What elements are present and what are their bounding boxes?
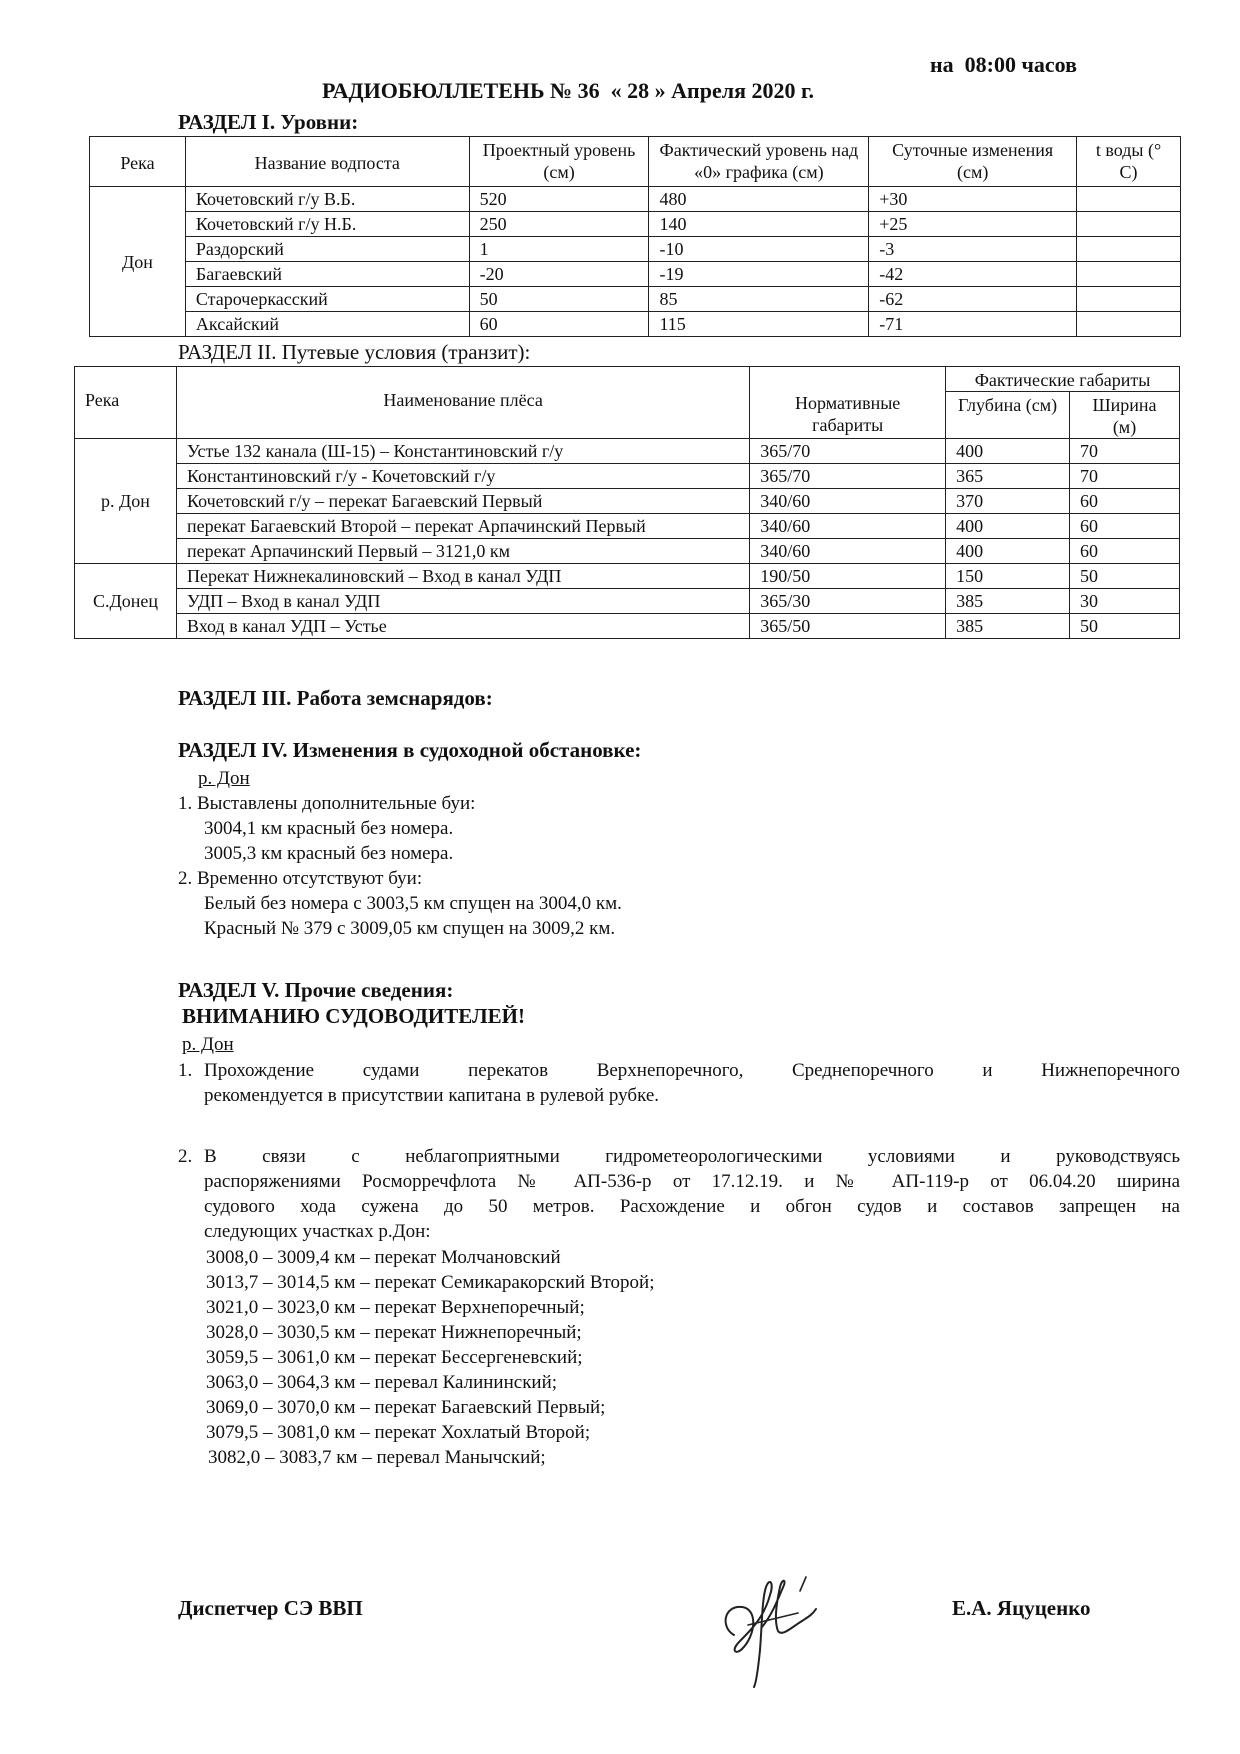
restricted-section: 3028,0 – 3030,5 км – перекат Нижнепоречный; (206, 1322, 582, 1343)
route-header-row (75, 367, 1180, 392)
table-row (75, 464, 1180, 489)
normative-size: 365/30 (750, 589, 946, 614)
table-row (90, 212, 1181, 237)
table-row (90, 237, 1181, 262)
route-river-don: р. Дон (75, 439, 177, 564)
daily-change: -3 (869, 237, 1077, 262)
route-col-depth: Глубина (см) (946, 392, 1070, 439)
restricted-section: 3063,0 – 3064,3 км – перевал Калининский; (206, 1372, 558, 1393)
restricted-section: 3021,0 – 3023,0 км – перекат Верхнепоречный; (206, 1297, 585, 1318)
actual-width: 50 (1070, 614, 1180, 639)
table-row (75, 539, 1180, 564)
levels-river-cell: Дон (90, 187, 186, 337)
restricted-section: 3013,7 – 3014,5 км – перекат Семикаракорский Второй; (206, 1272, 655, 1293)
reach-name: перекат Арпачинский Первый – 3121,0 км (176, 539, 749, 564)
restricted-section: 3059,5 – 3061,0 км – перекат Бессергеневский; (206, 1347, 583, 1368)
table-row (90, 262, 1181, 287)
actual-depth: 400 (946, 539, 1070, 564)
levels-header-row (90, 137, 1181, 187)
station-name: Багаевский (185, 262, 469, 287)
section2-title: РАЗДЕЛ II. Путевые условия (транзит): (178, 340, 531, 364)
project-level: 50 (469, 287, 649, 312)
section5-item2-line3: судового хода сужена до 50 метров. Расхождение и обгон судов и составов запрещен на (204, 1196, 1180, 1217)
section5-item2-line2: распоряжениями Росморречфлота № АП-536-р от 17.12.19. и № АП-119-р от 06.04.20 ширина (204, 1171, 1180, 1192)
actual-level: 115 (649, 312, 869, 337)
actual-width: 50 (1070, 564, 1180, 589)
dispatcher-name: Е.А. Яцуценко (952, 1596, 1091, 1620)
project-level: 520 (469, 187, 649, 212)
reach-name: Константиновский г/у - Кочетовский г/у (176, 464, 749, 489)
restricted-section: 3069,0 – 3070,0 км – перекат Багаевский Первый; (206, 1397, 606, 1418)
normative-size: 365/50 (750, 614, 946, 639)
actual-width: 60 (1070, 539, 1180, 564)
actual-depth: 370 (946, 489, 1070, 514)
levels-col-change: Суточные изменения (см) (869, 137, 1077, 187)
restricted-section: 3008,0 – 3009,4 км – перекат Молчановский (206, 1247, 561, 1268)
levels-col-temp: t воды (° С) (1077, 137, 1181, 187)
section4-item1-line1: 3004,1 км красный без номера. (204, 818, 454, 839)
normative-size: 340/60 (750, 514, 946, 539)
actual-level: 85 (649, 287, 869, 312)
water-temp (1077, 212, 1181, 237)
daily-change: -42 (869, 262, 1077, 287)
section5-item2-number: 2. (178, 1146, 193, 1167)
route-river-donets: С.Донец (75, 564, 177, 639)
actual-level: 140 (649, 212, 869, 237)
daily-change: +30 (869, 187, 1077, 212)
section4-river: р. Дон (198, 768, 250, 789)
section4-item1-label: 1. Выставлены дополнительные буи: (178, 793, 476, 814)
bulletin-time: на 08:00 часов (930, 52, 1078, 77)
daily-change: -71 (869, 312, 1077, 337)
route-conditions-table (74, 366, 1180, 639)
section3-title: РАЗДЕЛ III. Работа земснарядов: (178, 686, 493, 710)
section5-item1-number: 1. (178, 1060, 193, 1081)
actual-level: -10 (649, 237, 869, 262)
route-col-normative: Нормативные габариты (750, 367, 946, 439)
station-name: Раздорский (185, 237, 469, 262)
water-temp (1077, 312, 1181, 337)
signature-icon (712, 1565, 832, 1690)
normative-size: 340/60 (750, 489, 946, 514)
bulletin-title: РАДИОБЮЛЛЕТЕНЬ № 36 « 28 » Апреля 2020 г. (322, 78, 814, 103)
actual-depth: 385 (946, 589, 1070, 614)
restricted-section: 3079,5 – 3081,0 км – перекат Хохлатый Второй; (206, 1422, 591, 1443)
dispatcher-position: Диспетчер СЭ ВВП (178, 1596, 363, 1620)
station-name: Кочетовский г/у В.Б. (185, 187, 469, 212)
reach-name: Вход в канал УДП – Устье (176, 614, 749, 639)
levels-col-actual: Фактический уровень над «0» графика (см) (649, 137, 869, 187)
actual-level: 480 (649, 187, 869, 212)
actual-width: 60 (1070, 489, 1180, 514)
levels-col-project: Проектный уровень (см) (469, 137, 649, 187)
reach-name: УДП – Вход в канал УДП (176, 589, 749, 614)
table-row (75, 439, 1180, 464)
actual-width: 30 (1070, 589, 1180, 614)
actual-width: 60 (1070, 514, 1180, 539)
section1-title: РАЗДЕЛ I. Уровни: (178, 110, 359, 134)
actual-depth: 385 (946, 614, 1070, 639)
actual-level: -19 (649, 262, 869, 287)
actual-depth: 400 (946, 514, 1070, 539)
table-row (90, 312, 1181, 337)
reach-name: Кочетовский г/у – перекат Багаевский Первый (176, 489, 749, 514)
project-level: 250 (469, 212, 649, 237)
section4-item1-line2: 3005,3 км красный без номера. (204, 843, 454, 864)
actual-width: 70 (1070, 464, 1180, 489)
actual-depth: 365 (946, 464, 1070, 489)
normative-size: 340/60 (750, 539, 946, 564)
section5-item1-line2: рекомендуется в присутствии капитана в рулевой рубке. (204, 1085, 660, 1106)
section4-item2-line1: Белый без номера с 3003,5 км спущен на 3004,0 км. (204, 893, 622, 914)
section4-item2-line2: Красный № 379 с 3009,05 км спущен на 3009,2 км. (204, 918, 616, 939)
water-temp (1077, 237, 1181, 262)
reach-name: перекат Багаевский Второй – перекат Арпачинский Первый (176, 514, 749, 539)
levels-col-river: Река (90, 137, 186, 187)
water-temp (1077, 262, 1181, 287)
project-level: 60 (469, 312, 649, 337)
actual-depth: 400 (946, 439, 1070, 464)
section5-river: р. Дон (182, 1034, 234, 1055)
actual-width: 70 (1070, 439, 1180, 464)
section4-title: РАЗДЕЛ IV. Изменения в судоходной обстановке: (178, 738, 642, 762)
normative-size: 365/70 (750, 464, 946, 489)
table-row (90, 287, 1181, 312)
route-col-actual: Фактические габариты (946, 367, 1180, 392)
section5-title: РАЗДЕЛ V. Прочие сведения: (178, 978, 454, 1002)
table-row (75, 564, 1180, 589)
normative-size: 365/70 (750, 439, 946, 464)
section5-item2-line1: В связи с неблагоприятными гидрометеорологическими условиями и руководствуясь (204, 1146, 1180, 1167)
table-row (90, 187, 1181, 212)
section5-item2-line4: следующих участках р.Дон: (204, 1221, 431, 1242)
water-temp (1077, 287, 1181, 312)
station-name: Старочеркасский (185, 287, 469, 312)
route-col-width: Ширина (м) (1070, 392, 1180, 439)
section5-item1-line1: Прохождение судами перекатов Верхнепоречного, Среднепоречного и Нижнепоречного (204, 1060, 1180, 1081)
table-row (75, 514, 1180, 539)
table-row (75, 614, 1180, 639)
actual-depth: 150 (946, 564, 1070, 589)
daily-change: -62 (869, 287, 1077, 312)
table-row (75, 489, 1180, 514)
route-col-river: Река (75, 367, 177, 439)
station-name: Аксайский (185, 312, 469, 337)
station-name: Кочетовский г/у Н.Б. (185, 212, 469, 237)
project-level: -20 (469, 262, 649, 287)
daily-change: +25 (869, 212, 1077, 237)
attention-heading: ВНИМАНИЮ СУДОВОДИТЕЛЕЙ! (182, 1004, 525, 1028)
reach-name: Устье 132 канала (Ш-15) – Константиновский г/у (176, 439, 749, 464)
project-level: 1 (469, 237, 649, 262)
section4-item2-label: 2. Временно отсутствуют буи: (178, 868, 423, 889)
normative-size: 190/50 (750, 564, 946, 589)
table-row (75, 589, 1180, 614)
water-temp (1077, 187, 1181, 212)
levels-table (89, 136, 1181, 337)
levels-col-station: Название водпоста (185, 137, 469, 187)
reach-name: Перекат Нижнекалиновский – Вход в канал УДП (176, 564, 749, 589)
route-col-reach: Наименование плёса (176, 367, 749, 439)
restricted-section: 3082,0 – 3083,7 км – перевал Манычский; (208, 1447, 546, 1468)
